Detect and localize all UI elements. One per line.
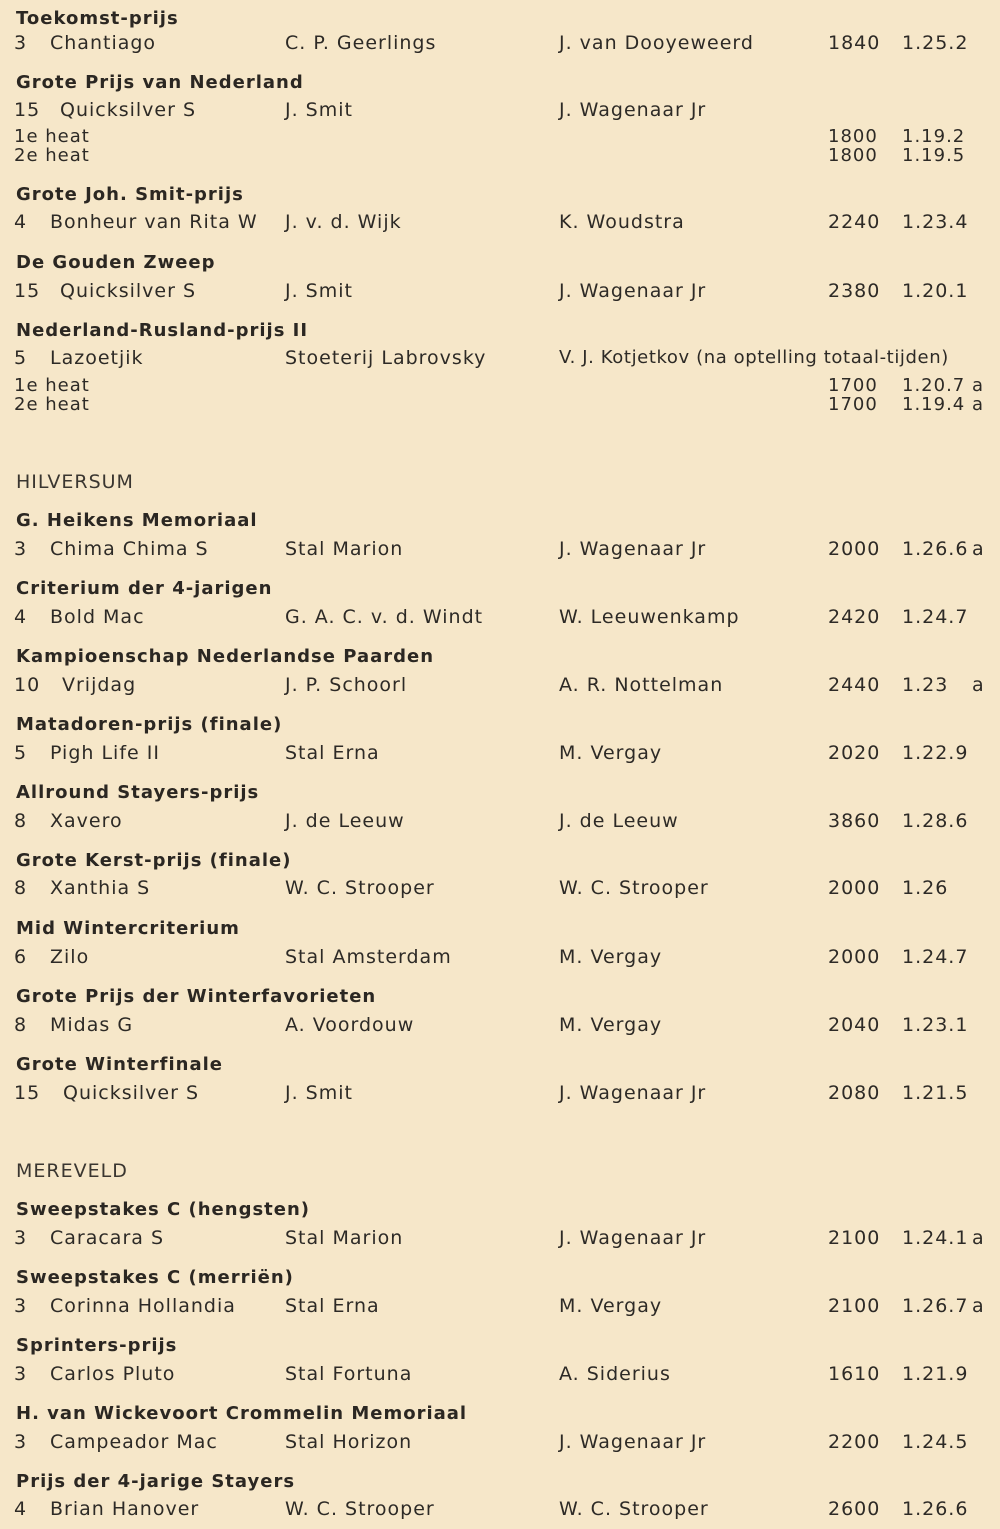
owner-name: J. P. Schoorl xyxy=(285,674,408,696)
owner-name: J. Smit xyxy=(285,1082,353,1104)
flag: a xyxy=(972,674,985,696)
time: 1.24.5 xyxy=(902,1431,969,1453)
horse-name: Quicksilver S xyxy=(60,99,197,121)
race-title: Grote Joh. Smit-prijs xyxy=(16,184,244,205)
distance: 2600 xyxy=(828,1498,881,1520)
owner-name: G. A. C. v. d. Windt xyxy=(285,606,484,628)
horse-name: Campeador Mac xyxy=(50,1431,218,1453)
time: 1.26 xyxy=(902,877,949,899)
owner-name: A. Voordouw xyxy=(285,1014,415,1036)
heat-flag: a xyxy=(972,394,985,415)
flag: a xyxy=(972,1295,985,1317)
entry-number: 6 xyxy=(14,946,28,968)
entry-number: 10 xyxy=(14,674,41,696)
owner-name: Stal Amsterdam xyxy=(285,946,452,968)
driver-name: V. J. Kotjetkov (na optelling totaal-tijden) xyxy=(559,347,949,368)
flag: a xyxy=(972,1227,985,1249)
race-title: G. Heikens Memoriaal xyxy=(16,510,258,531)
driver-name: A. Siderius xyxy=(559,1363,671,1385)
driver-name: J. de Leeuw xyxy=(559,810,679,832)
race-title: Kampioenschap Nederlandse Paarden xyxy=(16,646,435,667)
race-title: Mid Wintercriterium xyxy=(16,918,240,939)
entry-number: 3 xyxy=(14,1363,28,1385)
distance: 3860 xyxy=(828,810,881,832)
driver-name: M. Vergay xyxy=(559,1295,663,1317)
owner-name: C. P. Geerlings xyxy=(285,32,437,54)
horse-name: Zilo xyxy=(50,946,90,968)
race-entry-row xyxy=(0,946,1000,970)
entry-number: 8 xyxy=(14,877,28,899)
entry-number: 3 xyxy=(14,538,28,560)
horse-name: Chantiago xyxy=(50,32,157,54)
race-entry-row xyxy=(0,32,1000,56)
owner-name: J. de Leeuw xyxy=(285,810,405,832)
heat-distance: 1700 xyxy=(828,394,878,415)
race-title: Matadoren-prijs (finale) xyxy=(16,714,283,735)
time: 1.24.1 xyxy=(902,1227,969,1249)
heat-row xyxy=(0,394,1000,414)
race-entry-row xyxy=(0,1227,1000,1251)
driver-name: J. Wagenaar Jr xyxy=(559,1227,707,1249)
distance: 2020 xyxy=(828,742,881,764)
distance: 2240 xyxy=(828,211,881,233)
race-title: Grote Prijs van Nederland xyxy=(16,72,304,93)
horse-name: Bonheur van Rita W xyxy=(50,211,258,233)
race-entry-row xyxy=(0,1295,1000,1319)
entry-number: 3 xyxy=(14,1295,28,1317)
time: 1.23.1 xyxy=(902,1014,969,1036)
time: 1.22.9 xyxy=(902,742,969,764)
race-entry-row xyxy=(0,1431,1000,1455)
horse-name: Quicksilver S xyxy=(63,1082,200,1104)
distance: 2100 xyxy=(828,1227,881,1249)
entry-number: 4 xyxy=(14,1498,28,1520)
time: 1.23 xyxy=(902,674,949,696)
distance: 1610 xyxy=(828,1363,881,1385)
distance: 2200 xyxy=(828,1431,881,1453)
driver-name: M. Vergay xyxy=(559,742,663,764)
distance: 2000 xyxy=(828,538,881,560)
race-entry-row xyxy=(0,810,1000,834)
race-entry-row xyxy=(0,674,1000,698)
race-title: Criterium der 4-jarigen xyxy=(16,578,273,599)
time: 1.24.7 xyxy=(902,606,969,628)
owner-name: Stal Marion xyxy=(285,1227,404,1249)
owner-name: J. Smit xyxy=(285,280,353,302)
race-entry-row xyxy=(0,280,1000,304)
heat-time: 1.20.7 xyxy=(902,375,966,396)
owner-name: Stal Erna xyxy=(285,1295,380,1317)
heat-label: 2e heat xyxy=(14,145,90,166)
owner-name: Stal Erna xyxy=(285,742,380,764)
distance: 1840 xyxy=(828,32,881,54)
entry-number: 3 xyxy=(14,1431,28,1453)
owner-name: W. C. Strooper xyxy=(285,877,435,899)
driver-name: M. Vergay xyxy=(559,946,663,968)
time: 1.26.6 xyxy=(902,538,969,560)
driver-name: J. Wagenaar Jr xyxy=(559,1431,707,1453)
distance: 2420 xyxy=(828,606,881,628)
entry-number: 4 xyxy=(14,606,28,628)
horse-name: Corinna Hollandia xyxy=(50,1295,236,1317)
race-title: Grote Prijs der Winterfavorieten xyxy=(16,986,377,1007)
race-title: Grote Kerst-prijs (finale) xyxy=(16,850,292,871)
heat-distance: 1800 xyxy=(828,145,878,166)
owner-name: J. v. d. Wijk xyxy=(285,211,402,233)
race-entry-row xyxy=(0,1082,1000,1106)
owner-name: Stal Fortuna xyxy=(285,1363,413,1385)
time: 1.20.1 xyxy=(902,280,969,302)
driver-name: W. Leeuwenkamp xyxy=(559,606,740,628)
distance: 2100 xyxy=(828,1295,881,1317)
race-entry-row xyxy=(0,606,1000,630)
owner-name: Stal Horizon xyxy=(285,1431,413,1453)
race-entry-row xyxy=(0,538,1000,562)
horse-name: Quicksilver S xyxy=(60,280,197,302)
entry-number: 3 xyxy=(14,1227,28,1249)
distance: 2000 xyxy=(828,877,881,899)
horse-name: Bold Mac xyxy=(50,606,145,628)
race-title: Sweepstakes C (hengsten) xyxy=(16,1199,311,1220)
race-entry-row xyxy=(0,877,1000,901)
race-entry-row xyxy=(0,347,1000,371)
heat-row xyxy=(0,145,1000,165)
time: 1.23.4 xyxy=(902,211,969,233)
heat-distance: 1700 xyxy=(828,375,878,396)
race-entry-row xyxy=(0,1014,1000,1038)
distance: 2440 xyxy=(828,674,881,696)
venue-heading: HILVERSUM xyxy=(16,471,134,493)
horse-name: Xavero xyxy=(50,810,123,832)
horse-name: Xanthia S xyxy=(50,877,151,899)
driver-name: J. Wagenaar Jr xyxy=(559,99,707,121)
flag: a xyxy=(972,538,985,560)
race-title: Sweepstakes C (merriën) xyxy=(16,1267,294,1288)
entry-number: 4 xyxy=(14,211,28,233)
driver-name: J. Wagenaar Jr xyxy=(559,538,707,560)
owner-name: Stal Marion xyxy=(285,538,404,560)
owner-name: Stoeterij Labrovsky xyxy=(285,347,487,369)
driver-name: J. Wagenaar Jr xyxy=(559,1082,707,1104)
race-title: Toekomst-prijs xyxy=(16,8,179,29)
entry-number: 8 xyxy=(14,1014,28,1036)
driver-name: J. van Dooyeweerd xyxy=(559,32,754,54)
time: 1.25.2 xyxy=(902,32,969,54)
race-title: De Gouden Zweep xyxy=(16,252,216,273)
horse-name: Caracara S xyxy=(50,1227,165,1249)
heat-row xyxy=(0,375,1000,395)
race-entry-row xyxy=(0,211,1000,235)
race-title: Prijs der 4-jarige Stayers xyxy=(16,1471,296,1492)
time: 1.26.6 xyxy=(902,1498,969,1520)
time: 1.26.7 xyxy=(902,1295,969,1317)
distance: 2000 xyxy=(828,946,881,968)
driver-name: K. Woudstra xyxy=(559,211,685,233)
race-entry-row xyxy=(0,1363,1000,1387)
race-title: H. van Wickevoort Crommelin Memoriaal xyxy=(16,1403,468,1424)
race-title: Allround Stayers-prijs xyxy=(16,782,260,803)
horse-name: Vrijdag xyxy=(62,674,137,696)
venue-heading: MEREVELD xyxy=(16,1160,128,1182)
time: 1.24.7 xyxy=(902,946,969,968)
owner-name: J. Smit xyxy=(285,99,353,121)
horse-name: Chima Chima S xyxy=(50,538,209,560)
heat-label: 1e heat xyxy=(14,126,90,147)
horse-name: Pigh Life II xyxy=(50,742,160,764)
race-title: Nederland-Rusland-prijs II xyxy=(16,320,309,341)
horse-name: Carlos Pluto xyxy=(50,1363,176,1385)
horse-name: Midas G xyxy=(50,1014,134,1036)
race-entry-row xyxy=(0,742,1000,766)
heat-flag: a xyxy=(972,375,985,396)
race-title: Sprinters-prijs xyxy=(16,1335,178,1356)
entry-number: 3 xyxy=(14,32,28,54)
entry-number: 8 xyxy=(14,810,28,832)
driver-name: J. Wagenaar Jr xyxy=(559,280,707,302)
heat-distance: 1800 xyxy=(828,126,878,147)
driver-name: M. Vergay xyxy=(559,1014,663,1036)
entry-number: 15 xyxy=(14,99,41,121)
distance: 2080 xyxy=(828,1082,881,1104)
entry-number: 15 xyxy=(14,280,41,302)
heat-label: 1e heat xyxy=(14,375,90,396)
owner-name: W. C. Strooper xyxy=(285,1498,435,1520)
horse-name: Brian Hanover xyxy=(50,1498,200,1520)
horse-name: Lazoetjik xyxy=(50,347,144,369)
race-entry-row xyxy=(0,99,1000,123)
entry-number: 15 xyxy=(14,1082,41,1104)
heat-row xyxy=(0,126,1000,146)
driver-name: A. R. Nottelman xyxy=(559,674,724,696)
time: 1.28.6 xyxy=(902,810,969,832)
driver-name: W. C. Strooper xyxy=(559,1498,709,1520)
distance: 2040 xyxy=(828,1014,881,1036)
entry-number: 5 xyxy=(14,742,28,764)
time: 1.21.9 xyxy=(902,1363,969,1385)
heat-time: 1.19.2 xyxy=(902,126,966,147)
distance: 2380 xyxy=(828,280,881,302)
race-title: Grote Winterfinale xyxy=(16,1054,223,1075)
entry-number: 5 xyxy=(14,347,28,369)
heat-label: 2e heat xyxy=(14,394,90,415)
race-entry-row xyxy=(0,1498,1000,1522)
time: 1.21.5 xyxy=(902,1082,969,1104)
heat-time: 1.19.4 xyxy=(902,394,966,415)
driver-name: W. C. Strooper xyxy=(559,877,709,899)
heat-time: 1.19.5 xyxy=(902,145,966,166)
